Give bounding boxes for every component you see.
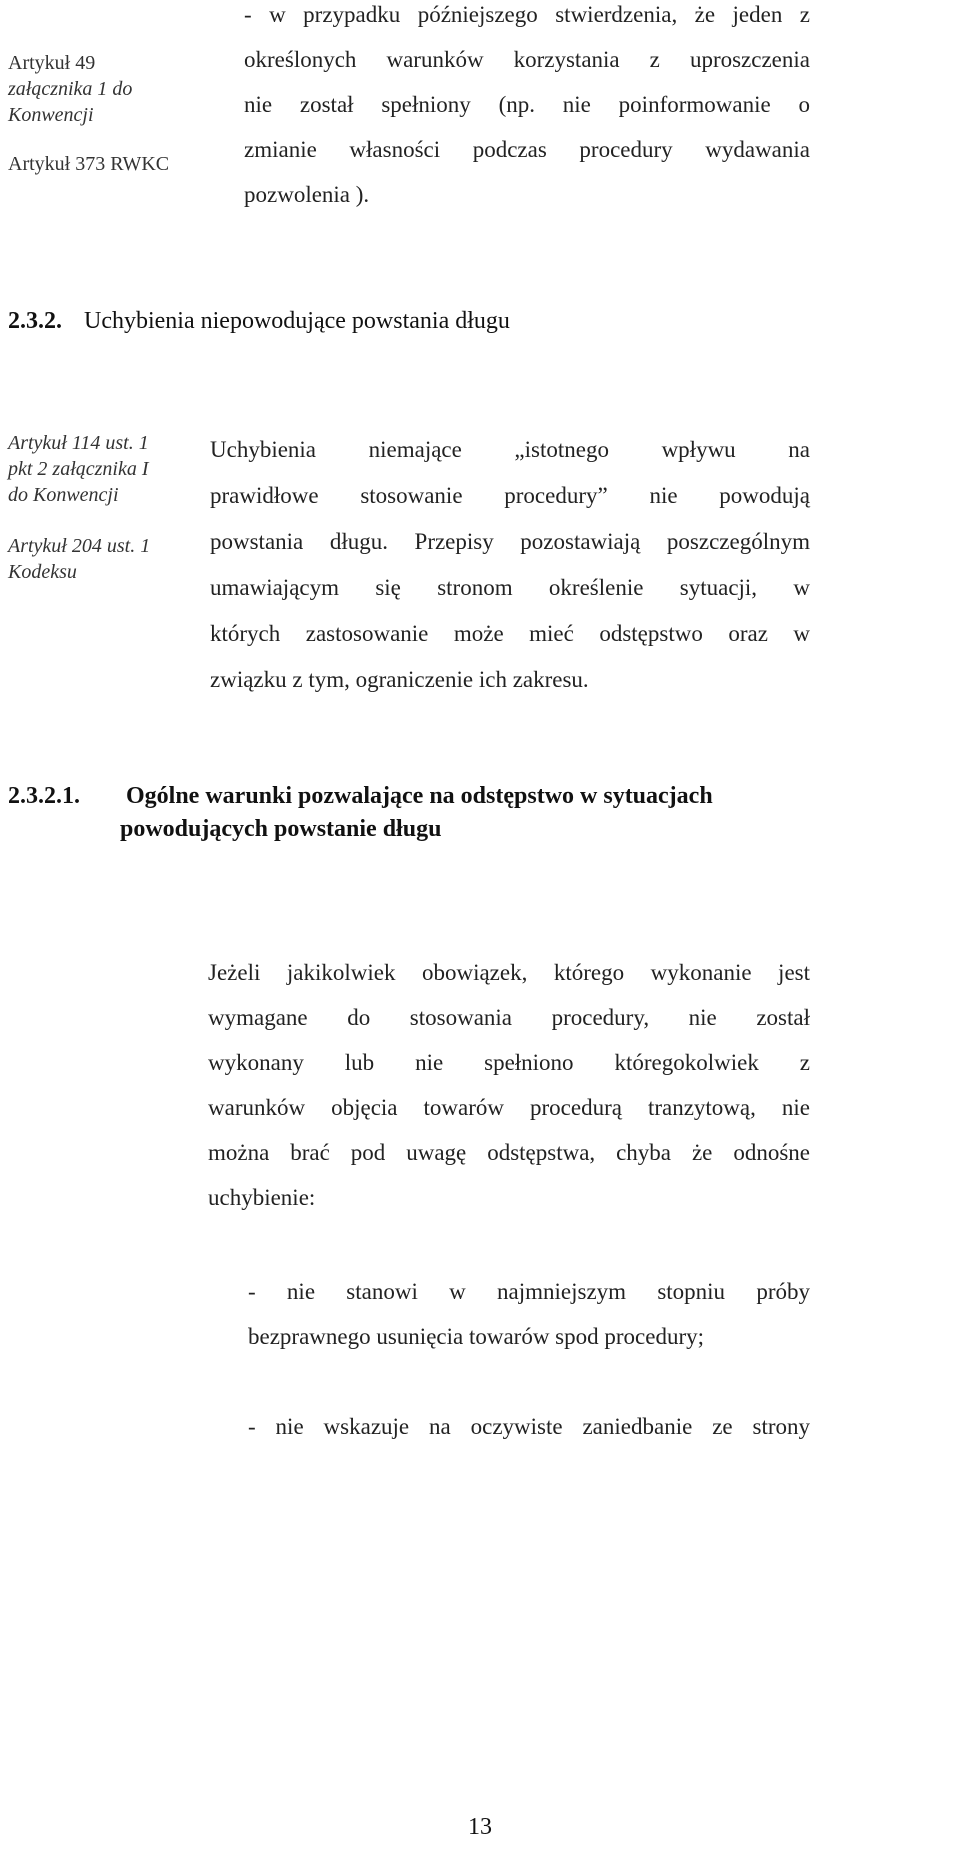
margin-note-line: Artykuł 49 [8, 52, 96, 74]
paragraph-line: nie został spełniony (np. nie poinformowanie o [244, 92, 810, 117]
section-title-continued: powodujących powstanie długu [120, 816, 442, 842]
section-number: 2.3.2.1. [8, 783, 80, 809]
margin-note-art114 [8, 430, 193, 508]
margin-note-line: Konwencji [8, 104, 94, 126]
bullet-item-line: bezprawnego usunięcia towarów spod procedury; [248, 1324, 705, 1349]
paragraph-line: których zastosowanie może mieć odstępstwo oraz w [210, 621, 810, 646]
paragraph-line: - w przypadku późniejszego stwierdzenia, że jeden z [244, 2, 810, 27]
paragraph-line: wykonany lub nie spełniono któregokolwiek z [208, 1050, 810, 1075]
margin-note-line: Artykuł 204 ust. 1 [8, 535, 151, 557]
paragraph-line: wymagane do stosowania procedury, nie został [208, 1005, 810, 1030]
section-number: 2.3.2. [8, 308, 62, 334]
margin-note-line: Artykuł 114 ust. 1 [8, 432, 149, 454]
paragraph-line: Uchybienia niemające „istotnego wpływu na [210, 437, 810, 462]
margin-note-line: Kodeksu [8, 561, 77, 583]
margin-note-line: do Konwencji [8, 484, 119, 506]
margin-note-art373 [8, 151, 193, 177]
paragraph-line: można brać pod uwagę odstępstwa, chyba że odnośne [208, 1140, 810, 1165]
paragraph-line: umawiającym się stronom określenie sytuacji, w [210, 575, 810, 600]
paragraph-line: zmianie własności podczas procedury wydawania [244, 137, 810, 162]
paragraph-line: określonych warunków korzystania z uproszczenia [244, 47, 810, 72]
section-title: Ogólne warunki pozwalające na odstępstwo w sytuacjach [126, 783, 713, 809]
paragraph-line: powstania długu. Przepisy pozostawiają poszczególnym [210, 529, 810, 554]
bullet-item-line: - nie wskazuje na oczywiste zaniedbanie ze strony [248, 1414, 810, 1439]
paragraph-line: warunków objęcia towarów procedurą tranzytową, nie [208, 1095, 810, 1120]
section-heading-2-3-2 [8, 306, 510, 336]
margin-note-art204 [8, 533, 193, 585]
section-heading-2-3-2-1 [8, 781, 713, 811]
paragraph-line: prawidłowe stosowanie procedury” nie powodują [210, 483, 810, 508]
paragraph-line: uchybienie: [208, 1185, 316, 1210]
paragraph-line: pozwolenia ). [244, 182, 370, 207]
paragraph-line: związku z tym, ograniczenie ich zakresu. [210, 667, 589, 692]
margin-note-art49 [8, 50, 193, 128]
margin-note-line: pkt 2 załącznika I [8, 458, 149, 480]
paragraph-line: Jeżeli jakikolwiek obowiązek, którego wykonanie jest [208, 960, 810, 985]
margin-note-line: Artykuł 373 RWKC [8, 153, 170, 175]
page-number: 13 [468, 1814, 492, 1840]
bullet-item-line: - nie stanowi w najmniejszym stopniu próby [248, 1279, 810, 1304]
margin-note-line: załącznika 1 do [8, 78, 133, 100]
section-title: Uchybienia niepowodujące powstania długu [84, 308, 510, 334]
